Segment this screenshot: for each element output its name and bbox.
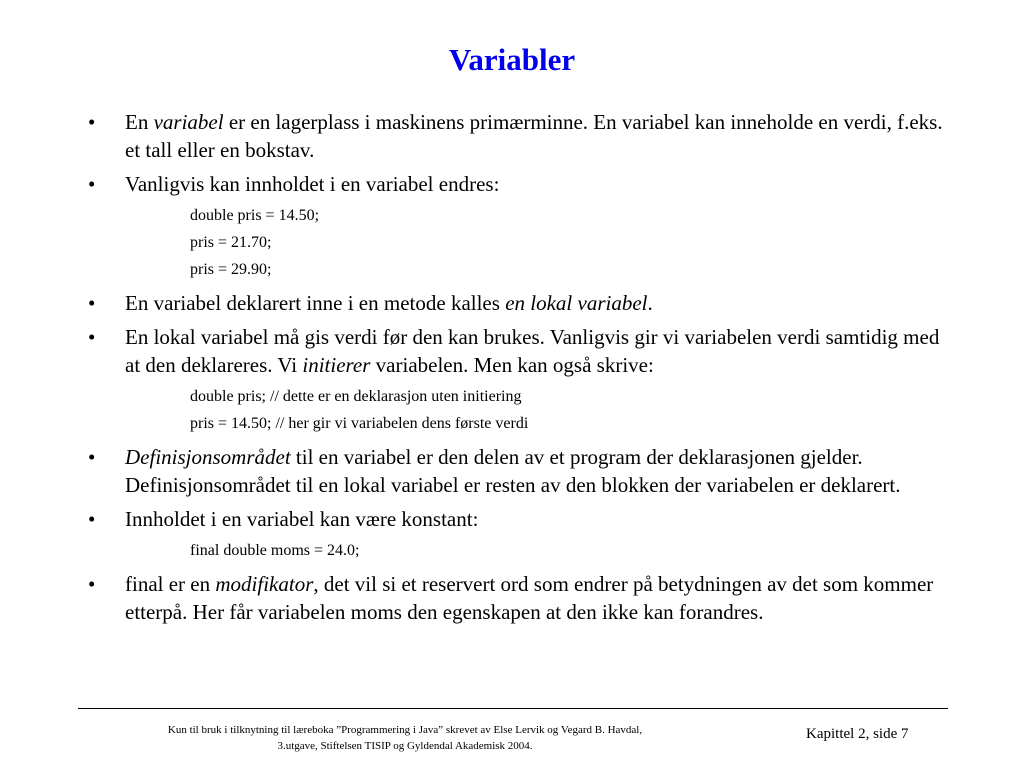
bullet-marker: •	[88, 110, 96, 134]
bullet-item-definisjonsomradet	[88, 443, 948, 499]
slide-title: Variabler	[448, 42, 576, 77]
code-example-3	[88, 537, 948, 564]
bullet-marker: •	[88, 507, 96, 531]
bullet-text: Vanligvis kan innholdet i en variabel endres:	[125, 172, 500, 196]
code-line: final double moms = 24.0;	[190, 542, 360, 559]
bullet-text-pre: En variabel deklarert inne i en metode kalles	[125, 291, 506, 315]
bullet-text-pre: En lokal variabel må gis verdi før den kan brukes. Vanligvis gir vi variabelen verdi samtidig med at den deklareres. Vi	[125, 325, 940, 377]
bullet-marker: •	[88, 325, 96, 349]
code-line: double pris; // dette er en deklarasjon uten initiering	[190, 388, 522, 405]
bullet-text-post: .	[647, 291, 653, 315]
page-number: Kapittel 2, side 7	[806, 726, 909, 742]
bullet-text-pre: En	[125, 110, 154, 134]
bullet-text-emphasis: initierer	[302, 353, 371, 377]
bullet-marker: •	[88, 445, 96, 469]
bullet-marker: •	[88, 572, 96, 596]
bullet-item-modifikator	[88, 570, 948, 626]
bullet-text-post: variabelen. Men kan også skrive:	[370, 353, 654, 377]
footer-copyright-line: 3.utgave, Stiftelsen TISIP og Gyldendal Akademisk 2004.	[277, 740, 533, 752]
code-line: pris = 14.50; // her gir vi variabelen dens første verdi	[190, 415, 529, 432]
code-example-1	[88, 202, 948, 283]
bullet-marker: •	[88, 291, 96, 315]
bullet-marker: •	[88, 172, 96, 196]
bullet-text-emphasis: variabel	[153, 110, 224, 134]
bullet-item-variabel	[88, 108, 948, 164]
footer-copyright-line: Kun til bruk i tilknytning til læreboka ”Programmering i Java” skrevet av Else Lervik og Vegard B. Havdal,	[167, 724, 643, 736]
bullet-text-post: , det vil si et reservert ord som endrer på betydningen av det som kommer etterpå. Her får variabelen moms den egenskapen at den ikke kan forandres.	[125, 572, 934, 624]
slide-content	[88, 108, 948, 632]
bullet-text-emphasis: en lokal variabel	[505, 291, 648, 315]
footer-divider	[78, 708, 948, 709]
bullet-text-pre: final er en	[125, 572, 216, 596]
code-example-2	[88, 383, 948, 437]
bullet-text-emphasis: modifikator	[215, 572, 314, 596]
bullet-item-lokal-variabel	[88, 289, 948, 317]
bullet-item-initiering	[88, 323, 948, 379]
bullet-text-post: til en variabel er den delen av et program der deklarasjonen gjelder. Definisjonsområdet til en lokal variabel er resten av den blokken der variabelen er deklarert.	[125, 445, 901, 497]
code-line: double pris = 14.50;	[190, 207, 320, 224]
code-line: pris = 29.90;	[190, 261, 272, 278]
bullet-text-emphasis: Definisjonsområdet	[125, 445, 291, 469]
bullet-text: Innholdet i en variabel kan være konstant:	[125, 507, 479, 531]
bullet-item-konstant	[88, 505, 948, 533]
bullet-text-post: er en lagerplass i maskinens primærminne. En variabel kan inneholde en verdi, f.eks. et tall eller en bokstav.	[125, 110, 943, 162]
code-line: pris = 21.70;	[190, 234, 272, 251]
bullet-item-endres	[88, 170, 948, 198]
footer-copyright	[150, 722, 660, 754]
